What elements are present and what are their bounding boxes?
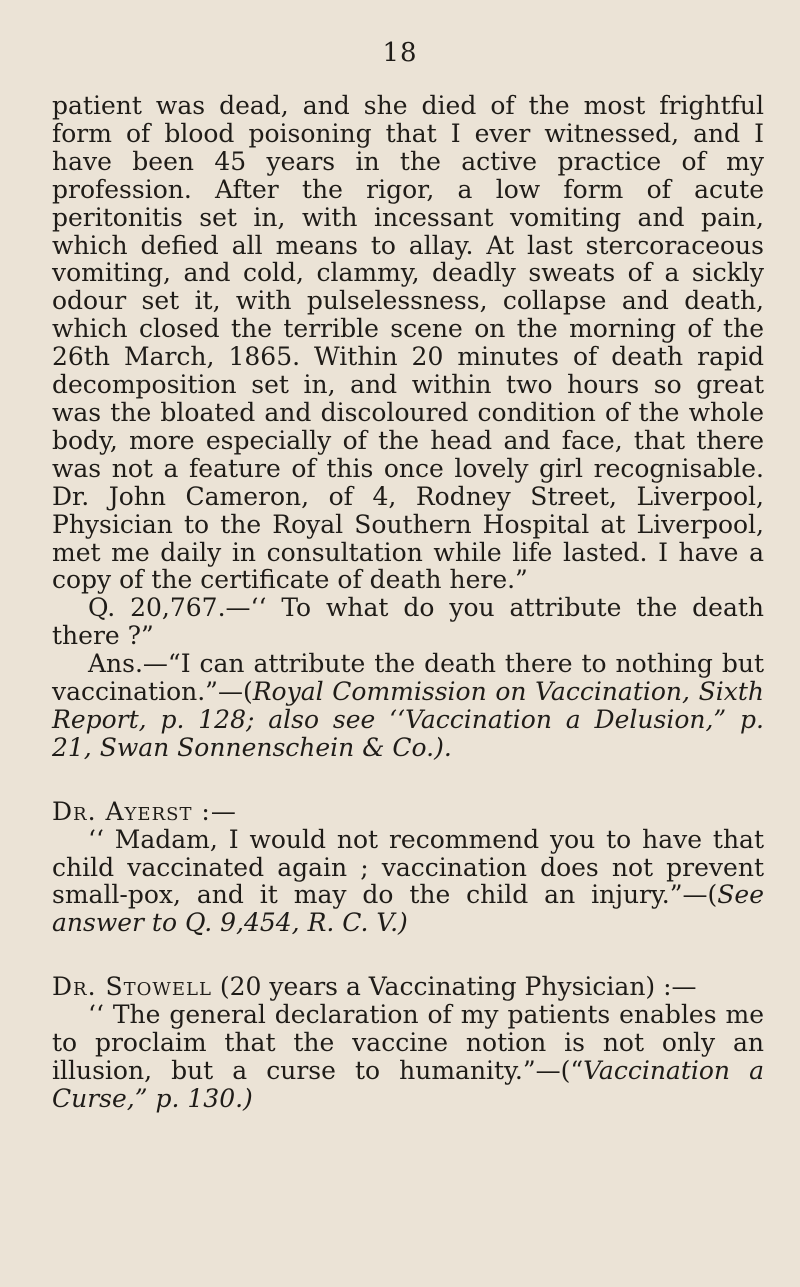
stowell-heading [52,973,764,1001]
paragraph-testimony: patient was dead, and she died of the most frightful form of blood poisoning that I ever witnessed, and I have been 45 years in the active practice of my profession. After the rigor, a low form of acute peritonitis set in, with incessant vomiting and pain, which defied all means to allay. At last stercoraceous vomiting, and cold, clammy, deadly sweats of a sickly odour set it, with pulselessness, collapse and death, which closed the terrible scene on the morning of the 26th March, 1865. Within 20 minutes of death rapid decomposition set in, and within two hours so great was the bloated and discoloured condition of the whole body, more especially of the head and face, that there was not a feature of this once lovely girl recognisable. Dr. John Cameron, of 4, Rodney Street, Liverpool, Physician to the Royal Southern Hospital at Liverpool, met me daily in consultation while life lasted. I have a copy of the certificate of death here.” [52,91,764,595]
page-body [52,92,764,1113]
stowell-note: (20 years a Vaccinating Physician) :— [211,972,697,1002]
ayerst-citation: See answer to Q. 9,454, R. C. V.) [52,880,764,938]
answer-text: Ans.—“I can attribute the death there to nothing but vaccination.”—( [52,649,764,707]
stowell-quote: ‘‘ The general declaration of my patients enables me to proclaim that the vaccine notion is not only an illusion, but a curse to humanity.”—(“ [52,1000,764,1085]
stowell-citation: Vaccination a Curse,” p. 130.) [52,1056,764,1113]
ayerst-quote: ‘‘ Madam, I would not recommend you to have that child vaccinated again ; vaccination does not prevent small-pox, and it may do the child an injury.”—( [52,824,764,910]
stowell-quote-paragraph [52,1001,764,1113]
ayerst-heading: Dr. Ayerst :— [52,796,237,826]
page-number: 18 [382,38,418,68]
question-paragraph: Q. 20,767.—‘‘ To what do you attribute the death there ?” [52,593,764,651]
answer-paragraph [52,650,764,762]
stowell-name: Dr. Stowell [52,972,212,1002]
ayerst-quote-paragraph [52,826,764,938]
answer-citation: Royal Commission on Vaccination, Sixth Report, p. 128; also see ‘‘Vaccination a Delusion,” p. 21, Swan Sonnenschein & Co.). [52,677,764,762]
